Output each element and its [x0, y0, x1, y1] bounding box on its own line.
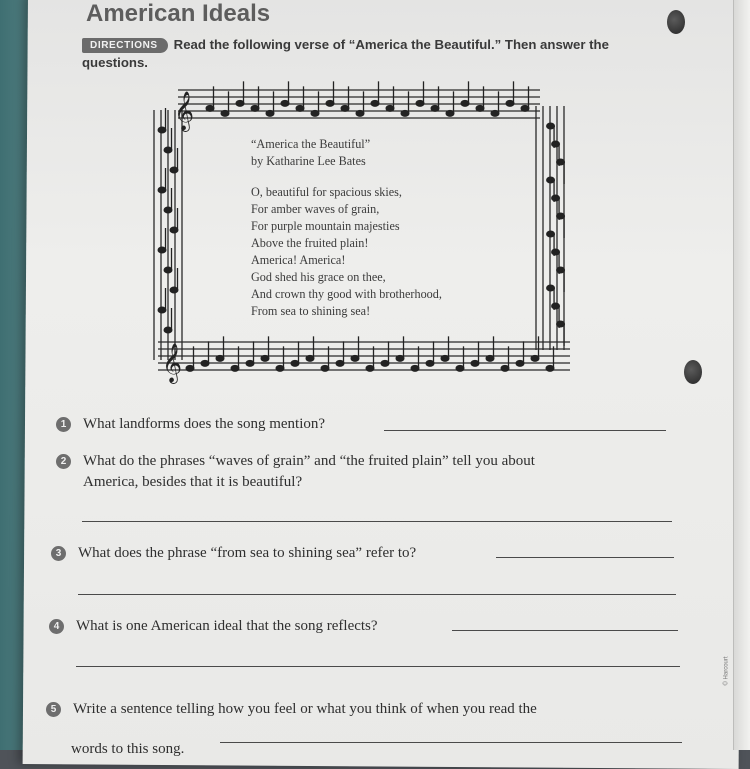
- paper-edge: [733, 0, 750, 750]
- poem-title: “America the Beautiful”: [251, 137, 371, 151]
- question-text: What does the phrase “from sea to shining sea” refer to?: [78, 545, 417, 561]
- music-note: [531, 355, 539, 361]
- music-note: [431, 105, 439, 111]
- music-note: [546, 365, 554, 371]
- music-note: [521, 105, 529, 111]
- music-note: [411, 365, 419, 371]
- music-note: [158, 187, 166, 193]
- music-note: [186, 365, 194, 371]
- question-number: 4: [49, 619, 64, 634]
- music-note: [486, 355, 494, 361]
- music-note: [552, 303, 560, 309]
- poem-line: Above the fruited plain!: [251, 236, 369, 250]
- music-note: [461, 100, 469, 106]
- music-note: [158, 247, 166, 253]
- poem-line: For amber waves of grain,: [251, 202, 380, 216]
- question-text: What landforms does the song mention?: [83, 416, 326, 432]
- music-note: [336, 360, 344, 366]
- music-note: [266, 110, 274, 116]
- music-note: [326, 100, 334, 106]
- question-number: 2: [56, 454, 71, 469]
- music-note: [396, 355, 404, 361]
- music-note: [231, 365, 239, 371]
- music-note: [456, 365, 464, 371]
- music-note: [291, 360, 299, 366]
- poem-line: And crown thy good with brotherhood,: [251, 287, 442, 301]
- music-note: [366, 365, 374, 371]
- treble-clef-icon: 𝄞: [162, 343, 183, 383]
- music-note: [216, 355, 224, 361]
- music-note: [557, 321, 565, 327]
- music-note: [426, 360, 434, 366]
- music-note: [547, 177, 555, 183]
- question-number: 1: [56, 417, 71, 432]
- music-note: [306, 355, 314, 361]
- music-note: [170, 167, 178, 173]
- music-note: [547, 231, 555, 237]
- poem: [251, 136, 521, 320]
- music-note: [164, 207, 172, 213]
- music-note: [386, 105, 394, 111]
- music-note: [201, 360, 209, 366]
- question-text-continued: words to this song.: [71, 741, 185, 757]
- directions: [82, 36, 667, 72]
- music-note: [246, 360, 254, 366]
- poem-line: From sea to shining sea!: [251, 304, 371, 318]
- answer-line-4a[interactable]: [452, 630, 678, 631]
- question-text: Write a sentence telling how you feel or what you think of when you read the: [73, 701, 537, 717]
- binder-hole-top: [667, 10, 685, 34]
- music-note: [557, 267, 565, 273]
- music-note: [552, 195, 560, 201]
- music-note: [311, 110, 319, 116]
- music-note: [476, 105, 484, 111]
- answer-line-5[interactable]: [220, 742, 682, 743]
- binder-hole-middle: [684, 360, 702, 384]
- music-note: [206, 105, 214, 111]
- poem-line: O, beautiful for spacious skies,: [251, 185, 402, 199]
- music-note: [158, 127, 166, 133]
- poem-line: God shed his grace on thee,: [251, 270, 386, 284]
- music-note: [281, 100, 289, 106]
- music-note: [351, 355, 359, 361]
- music-note: [416, 100, 424, 106]
- page-title: American Ideals: [86, 0, 271, 27]
- question-2: [56, 451, 656, 493]
- poem-line: America! America!: [251, 253, 346, 267]
- music-note: [446, 110, 454, 116]
- answer-line-4b[interactable]: [76, 666, 680, 667]
- music-note: [557, 159, 565, 165]
- answer-line-3b[interactable]: [78, 594, 676, 595]
- music-note: [321, 365, 329, 371]
- poem-line: For purple mountain majesties: [251, 219, 400, 233]
- directions-text: Read the following verse of “America the Beautiful.” Then answer the questions.: [82, 37, 609, 70]
- music-note: [441, 355, 449, 361]
- question-number: 3: [51, 546, 66, 561]
- music-note: [381, 360, 389, 366]
- question-4: [49, 616, 378, 637]
- question-3: [51, 543, 416, 564]
- music-note: [552, 249, 560, 255]
- question-1: [56, 414, 325, 435]
- music-note: [557, 213, 565, 219]
- treble-clef-icon: 𝄞: [174, 91, 195, 131]
- music-note: [251, 105, 259, 111]
- poem-author: by Katharine Lee Bates: [251, 154, 366, 168]
- music-note: [401, 110, 409, 116]
- question-text: What do the phrases “waves of grain” and “the fruited plain” tell you about: [83, 453, 535, 469]
- music-note: [296, 105, 304, 111]
- directions-badge: DIRECTIONS: [82, 38, 168, 53]
- music-note: [276, 365, 284, 371]
- music-note: [471, 360, 479, 366]
- music-note: [164, 267, 172, 273]
- music-note: [552, 141, 560, 147]
- music-note: [547, 285, 555, 291]
- music-note: [547, 123, 555, 129]
- answer-line-1[interactable]: [384, 430, 666, 431]
- music-note: [221, 110, 229, 116]
- answer-line-3a[interactable]: [496, 557, 674, 558]
- music-note: [158, 307, 166, 313]
- music-note: [356, 110, 364, 116]
- music-note: [491, 110, 499, 116]
- music-note: [371, 100, 379, 106]
- music-note: [501, 365, 509, 371]
- question-5: [46, 689, 686, 769]
- music-note: [164, 327, 172, 333]
- music-note: [261, 355, 269, 361]
- copyright-notice: © Harcourt: [723, 656, 730, 686]
- music-note: [341, 105, 349, 111]
- music-note: [164, 147, 172, 153]
- music-note: [516, 360, 524, 366]
- question-text-continued: America, besides that it is beautiful?: [83, 474, 303, 490]
- answer-line-2[interactable]: [82, 521, 672, 522]
- question-number: 5: [46, 702, 61, 717]
- music-note: [170, 287, 178, 293]
- music-note: [236, 100, 244, 106]
- question-text: What is one American ideal that the song reflects?: [76, 618, 378, 634]
- music-note: [170, 227, 178, 233]
- music-note: [506, 100, 514, 106]
